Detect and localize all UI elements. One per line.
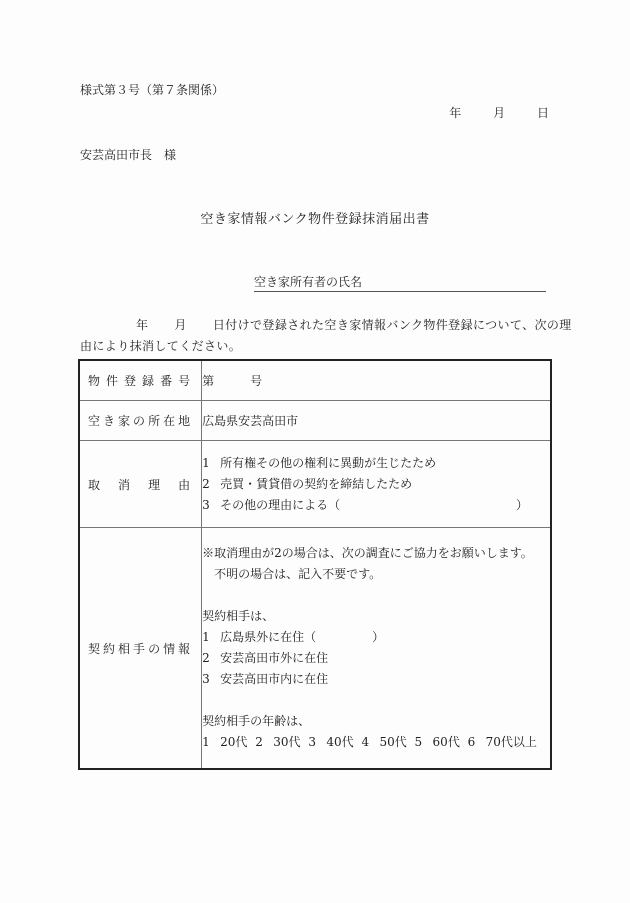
label-char: 情 <box>163 641 179 656</box>
label-char: 由 <box>178 477 194 492</box>
partner-option-2[interactable] <box>202 648 550 669</box>
date-day-field[interactable]: 日 <box>536 106 549 120</box>
label-char: 理 <box>148 477 164 492</box>
reason-option-1[interactable] <box>202 453 550 474</box>
date-line <box>427 104 549 121</box>
label-registration-number <box>79 360 202 401</box>
option-number: 5 <box>414 735 423 749</box>
label-char: 地 <box>178 414 194 428</box>
owner-name-label: 空き家所有者の氏名 <box>254 275 363 289</box>
option-text: 広島県外に在住（ <box>220 630 317 644</box>
intro-text: 日付けで登録された空き家情報バンク物件登録について、次の理 <box>212 318 572 332</box>
location-value: 広島県安芸高田市 <box>202 414 299 428</box>
intro-line-2: 由により抹消してください。 <box>80 339 242 353</box>
label-char: 消 <box>118 477 134 492</box>
row-reason <box>79 441 551 528</box>
option-text: 所有権その他の権利に異動が生じたため <box>220 455 437 470</box>
partner-info-section <box>202 528 551 770</box>
deregistration-table <box>78 359 552 770</box>
label-char: 契 <box>88 641 104 656</box>
age-heading: 契約相手の年齢は、 <box>202 714 311 728</box>
owner-name-field[interactable] <box>254 273 546 292</box>
option-number: 2 <box>255 735 263 749</box>
age-option-3[interactable] <box>308 735 353 749</box>
label-char: 号 <box>178 374 194 388</box>
partner-option-3[interactable] <box>202 669 550 690</box>
partner-heading: 契約相手は、 <box>202 609 275 623</box>
survey-note-2: 不明の場合は、記入不要です。 <box>214 567 382 581</box>
survey-note-1: ※取消理由が2の場合は、次の調査にご協力をお願いします。 <box>202 546 533 560</box>
other-reason-input[interactable] <box>340 495 516 516</box>
label-char: 取 <box>88 477 104 492</box>
partner-option-1[interactable] <box>202 627 550 648</box>
age-option-1[interactable] <box>202 735 247 749</box>
option-number: 3 <box>202 672 210 686</box>
option-text: 50代 <box>379 735 407 749</box>
label-char: 録 <box>142 374 158 388</box>
reason-options <box>202 441 551 528</box>
close-paren: ） <box>372 630 385 644</box>
option-text: 安芸高田市外に在住 <box>220 651 329 665</box>
option-number: 3 <box>308 735 316 749</box>
label-partner-info <box>79 528 202 770</box>
option-number: 1 <box>202 630 210 644</box>
form-number: 様式第３号（第７条関係） <box>80 83 225 97</box>
option-number: 2 <box>202 651 210 665</box>
option-number: 6 <box>467 735 476 749</box>
option-text: その他の理由による（ <box>220 497 341 512</box>
label-char: 登 <box>124 374 140 388</box>
option-text: 安芸高田市内に在住 <box>220 672 329 686</box>
close-paren: ） <box>515 497 528 512</box>
option-text: 20代 <box>220 735 248 749</box>
label-char: の <box>148 641 164 656</box>
age-options <box>202 732 550 753</box>
intro-month[interactable]: 月 <box>174 318 187 332</box>
label-char: き <box>103 414 119 428</box>
option-number: 1 <box>202 735 210 749</box>
option-text: 60代 <box>432 735 460 749</box>
row-location <box>79 401 551 441</box>
option-text: 70代以上 <box>485 735 537 749</box>
reason-option-3[interactable] <box>202 495 550 516</box>
addressee: 安芸高田市長 様 <box>80 148 177 162</box>
registration-number-field[interactable] <box>202 360 551 401</box>
label-char: 物 <box>88 374 104 388</box>
intro-year[interactable]: 年 <box>136 318 149 332</box>
label-char: 約 <box>103 641 119 656</box>
option-text: 30代 <box>273 735 301 749</box>
age-option-5[interactable] <box>415 735 460 749</box>
row-partner-info <box>79 528 551 770</box>
age-option-6[interactable] <box>468 735 537 749</box>
label-char: 手 <box>133 641 149 656</box>
option-number: 3 <box>202 497 210 512</box>
location-field[interactable] <box>202 401 551 441</box>
label-char: 報 <box>178 641 194 656</box>
label-reason <box>79 441 202 528</box>
row-registration-number <box>79 360 551 401</box>
document-title: 空き家情報バンク物件登録抹消届出書 <box>200 212 430 227</box>
option-number: 2 <box>202 476 210 491</box>
date-month-field[interactable]: 月 <box>493 106 506 120</box>
label-char: 相 <box>118 641 134 656</box>
age-option-4[interactable] <box>361 735 406 749</box>
label-location <box>79 401 202 441</box>
registration-suffix: 号 <box>250 374 263 388</box>
date-year-field[interactable]: 年 <box>449 106 462 120</box>
label-char: 件 <box>106 374 122 388</box>
option-text: 40代 <box>326 735 354 749</box>
label-char: 在 <box>163 414 179 428</box>
registration-prefix: 第 <box>202 374 215 388</box>
option-number: 1 <box>202 455 210 470</box>
age-option-2[interactable] <box>255 735 300 749</box>
label-char: 番 <box>160 374 176 388</box>
label-char: 家 <box>118 414 134 428</box>
label-char: 所 <box>148 414 164 428</box>
intro-line-1 <box>80 316 572 333</box>
option-number: 4 <box>361 735 370 749</box>
label-char: の <box>133 414 149 428</box>
label-char: 空 <box>88 414 104 428</box>
option-text: 売買・賃貸借の契約を締結したため <box>220 476 413 491</box>
reason-option-2[interactable] <box>202 474 550 495</box>
